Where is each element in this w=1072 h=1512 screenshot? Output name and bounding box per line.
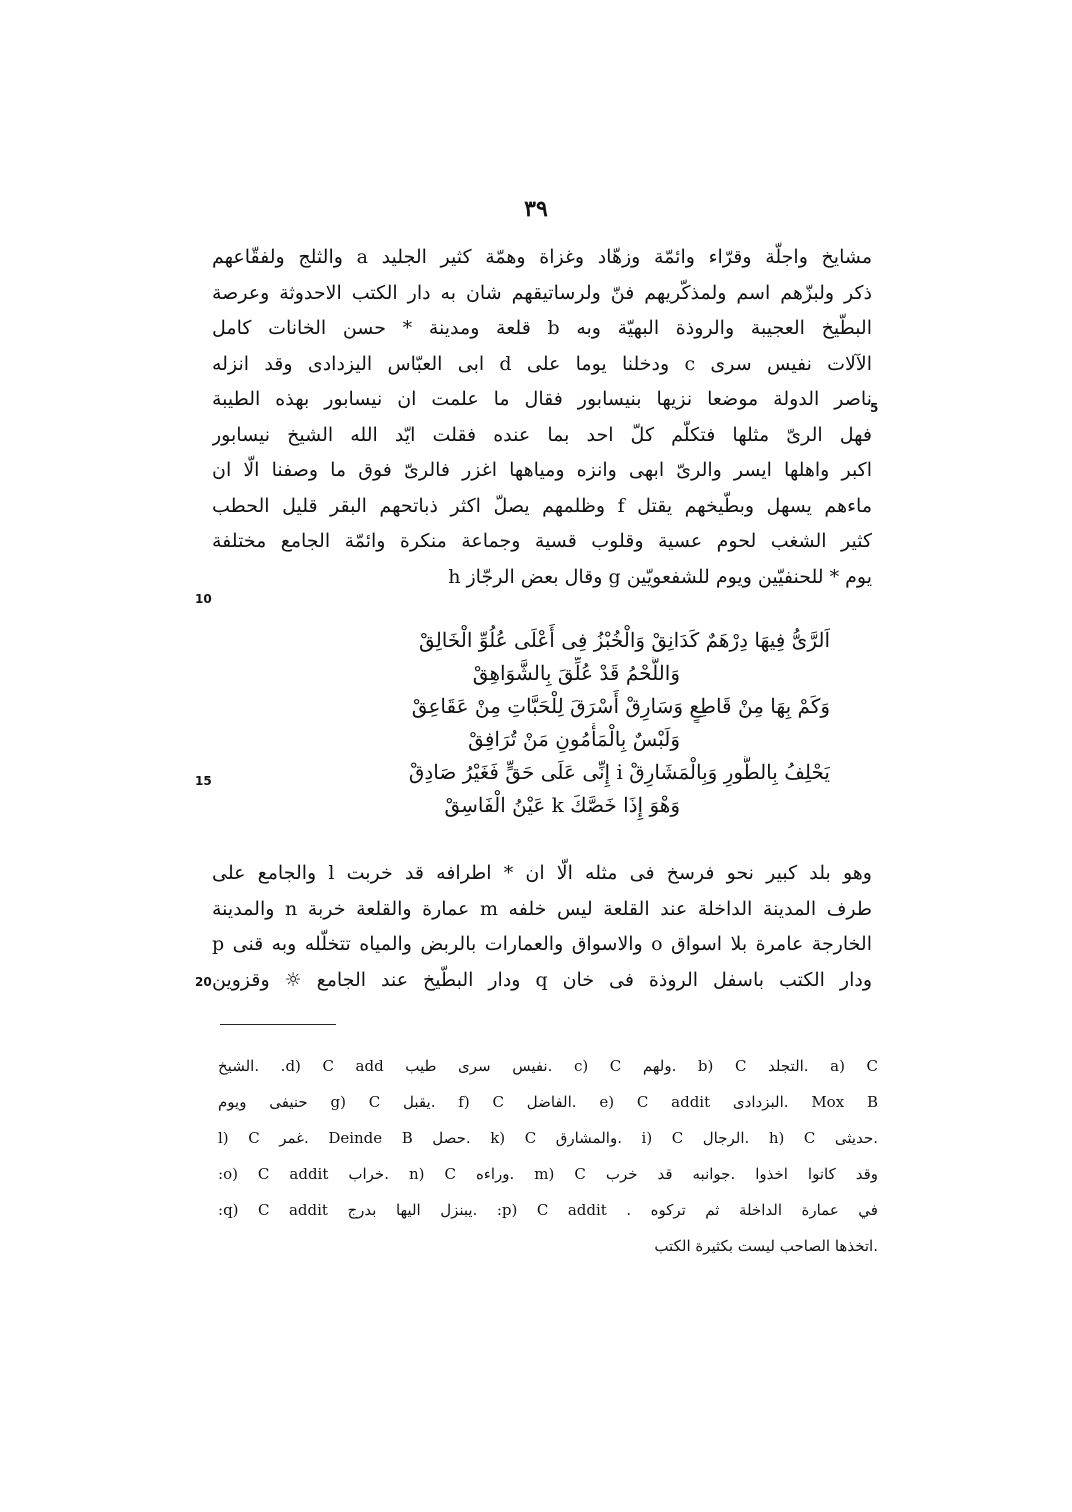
verse-line: اَلرَّىُّ فِيهَا دِرْهَمٌ كَدَانِقْ وَالْخُبْزُ فِى أَعْلَى عُلُوِّ الْخَالِقْ bbox=[419, 628, 830, 652]
page-number: ٣٩ bbox=[524, 196, 548, 222]
line-number-20: 20 bbox=[195, 975, 212, 989]
footnote-divider bbox=[220, 1024, 336, 1025]
footnote-line: .اتخذها الصاحب ليست بكثيرة الكتب bbox=[654, 1237, 878, 1255]
text-line: ناصر الدولة موضعا نزيها بنيسابور فقال ما علمت ان نيسابور بهذه الطيبة bbox=[212, 388, 872, 410]
line-number-15: 15 bbox=[195, 774, 212, 788]
text-line: مشايخ واجلّة وقرّاء وائمّة وزهّاد وغزاة وهمّة كثير الجليد a والثلج ولفقّاعهم bbox=[212, 246, 872, 268]
text-line: الخارجة عامرة بلا اسواق o والاسواق والعمارات بالربض والمياه تتخلّله وبه قنى p bbox=[212, 933, 872, 955]
text-line: فهل الرىّ مثلها فتكلّم كلّ احد بما عنده فقلت ايّد الله الشيخ نيسابور bbox=[212, 423, 872, 446]
footnote-line: Mox B .البزدادى e) C addit .الفاضل f) C .يقبل g) C حنيفى ويوم bbox=[218, 1093, 878, 1111]
text-line: ودار الكتب باسفل الروذة فى خان q ودار البطّيخ عند الجامع ☼ وقزوين bbox=[212, 968, 872, 991]
text-line: اكبر واهلها ايسر والرىّ ابهى وانزه ومياهها اغزر فالرىّ فوق ما وصفنا الّا ان bbox=[212, 459, 872, 481]
text-line: طرف المدينة الداخلة عند القلعة ليس خلفه m عمارة والقلعة خربة n والمدينة bbox=[212, 897, 872, 920]
verse-line: يَحْلِفُ بِالطُّورِ وَبِالْمَشَارِقْ i إِنِّى عَلَى حَقٍّ فَغَيْرُ صَادِقْ bbox=[408, 760, 830, 784]
footnote-line: وقد كانوا اخذوا .جوانبه قد خرب m) C .وراءه n) C .خراب o) C addit: bbox=[218, 1165, 878, 1183]
body-text-bottom bbox=[212, 856, 872, 998]
verse-line: وَكَمْ بِهَا مِنْ قَاطِعٍ وَسَارِقْ أَسْرَقَ لِلْحَبَّاتِ مِنْ عَقَاعِقْ bbox=[411, 694, 830, 718]
line-number-5: 5 bbox=[870, 401, 879, 415]
verse-line: وَهْوَ إِذَا خَصَّكَ k عَيْنُ الْفَاسِقْ bbox=[444, 793, 680, 817]
text-line: الآلات نفيس سرى c ودخلنا يوما على d ابى العبّاس اليزدادى وقد انزله bbox=[212, 352, 872, 375]
text-line: وهو بلد كبير نحو فرسخ فى مثله الّا ان * اطرافه قد خربت l والجامع على bbox=[212, 862, 872, 884]
footnote-line: a) C .التجلد b) C .ولهم c) C .نفيس سرى طيب d) C add. .الشيخ bbox=[218, 1057, 878, 1075]
text-line: ذكر ولبزّهم اسم ولمذكّريهم فنّ ولرساتيقهم شان به دار الكتب الاحدوثة وعرصة bbox=[212, 281, 872, 304]
footnote-line: في عمارة الداخلة ثم تركوه . p) C addit: .يبنزل اليها بدرج q) C addit: bbox=[218, 1201, 878, 1219]
body-text-top bbox=[212, 240, 872, 595]
verse-block bbox=[270, 624, 830, 822]
verse-line: وَلَبْسٌ بِالْمَأْمُونِ مَنْ تُرَافِقْ bbox=[468, 727, 680, 751]
text-line: ماءهم يسهل وبطّيخهم يقتل f وظلمهم يصلّ اكثر ذباتحهم البقر قليل الحطب bbox=[212, 494, 872, 517]
footnote-line: .حديثى h) C .الرجال i) C .والمشارق k) C .حصل Deinde B .غمر l) C bbox=[218, 1129, 878, 1147]
text-line: كثير الشغب لحوم عسية وقلوب قسية وجماعة منكرة وائمّة الجامع مختلفة bbox=[212, 530, 872, 552]
verse-line: وَاللَّحْمُ قَدْ عُلِّقَ بِالشَّوَاهِقْ bbox=[472, 661, 680, 685]
footnotes bbox=[218, 1048, 878, 1264]
text-line: يوم * للحنفيّين ويوم للشفعويّين g وقال بعض الرجّاز h bbox=[448, 565, 872, 588]
line-number-10: 10 bbox=[195, 592, 212, 606]
text-line: البطّيخ العجيبة والروذة البهيّة وبه b قلعة ومدينة * حسن الخانات كامل bbox=[212, 317, 872, 339]
